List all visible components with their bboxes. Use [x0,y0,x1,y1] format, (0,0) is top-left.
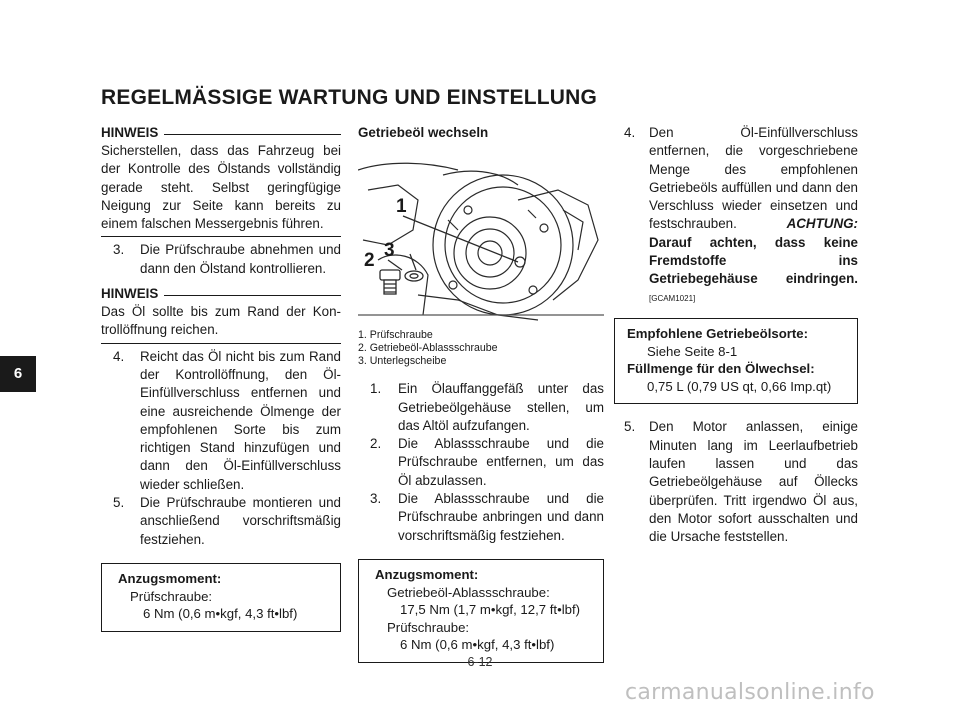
note-end-rule [101,236,341,237]
step-text: Den Motor anlassen, einige Minuten lang im Leerlaufbetrieb laufen lassen und das Getriebeölgehäuse auf Öllecks überprüfen. Tritt irgendwo Öl aus, den Motor sofort ausschalten und die Ursache feststellen. [649,419,858,545]
step-text-main: Den Öl-Einfüllverschluss entfernen, die vorgeschriebene Menge des empfohlenen Getriebeöls auffüllen und dann den Verschluss wieder einsetzen und festschrauben. [649,125,858,232]
note-heading [101,124,341,142]
page-number: 6-12 [467,655,493,669]
step-4 [101,348,341,494]
step-text [649,124,858,308]
figure-callout-2: 2 [364,250,375,272]
step-number: 1. [370,381,382,397]
step-3 [101,241,341,278]
legend-item: 3. Unterlegscheibe [358,355,447,368]
chapter-tab: 6 [0,356,36,392]
step-number: 4. [113,348,125,364]
step-5 [614,418,858,546]
step-5 [101,494,341,549]
step-number: 4. [624,125,636,140]
note-heading-label: HINWEIS [101,124,159,140]
column-left [101,124,341,632]
figure-callout-3: 3 [384,240,395,262]
legend-item: 2. Getriebeöl-Ablassschraube [358,342,498,355]
torque-item: Prüfschraube: [130,588,213,604]
section-title: Getriebeöl wechseln [358,125,489,140]
engine-figure [358,150,604,325]
step-text: Die Prüfschraube montieren und anschließend vorschriftsmäßig festziehen. [140,495,341,547]
note-text: Das Öl sollte bis zum Rand der Kontrollöffnung reichen. [101,304,341,338]
step-number: 5. [113,495,125,511]
torque-title: Anzugsmoment: [118,570,222,586]
caution-label: ACHTUNG: [786,216,858,232]
step-number: 5. [624,419,636,435]
oil-type-value: Siehe Seite 8-1 [647,343,738,359]
step-1 [358,380,604,435]
caution-code: [GCAM1021] [649,293,696,303]
figure-callout-1: 1 [396,196,407,218]
note-heading-rule [164,295,341,296]
step-2 [358,435,604,490]
caution-text: Darauf achten, dass keine Fremdstoffe ins Getriebegehäuse eindringen. [649,234,858,287]
step-number: 3. [370,491,382,507]
column-middle [358,124,604,663]
note-heading [101,285,341,303]
step-number: 3. [113,242,125,258]
oil-quantity-value: 0,75 L (0,79 US qt, 0,66 Imp.qt) [647,378,832,394]
watermark: carmanualsonline.info [625,680,875,705]
figure-legend [358,329,604,368]
step-text: Reicht das Öl nicht bis zum Rand der Kontrollöffnung, den Öl-Einfüllverschluss entfernen und eine ausreichende Ölmenge der empfohlenen Sorte bis zum richtigen Stand hinzufügen und dann den Öl-Einfüllverschluss wieder schließen. [140,348,341,492]
torque-item: Getriebeöl-Ablassschraube: [387,584,550,600]
step-4 [614,124,858,308]
oil-spec-box [614,318,858,404]
torque-value: 6 Nm (0,6 m•kgf, 4,3 ft•lbf) [143,606,298,622]
torque-value: 6 Nm (0,6 m•kgf, 4,3 ft•lbf) [400,637,555,653]
engine-illustration [358,150,604,325]
note-end-rule [101,343,341,344]
note-text: Sicherstellen, dass das Fahrzeug bei der Kontrolle des Ölstands vollständig gerade steht. Selbst geringfügige Neigung zur Seite kann bereits zu einem falschen Messergebnis führen. [101,143,341,232]
torque-title: Anzugsmoment: [375,566,479,582]
column-right [614,124,858,546]
torque-value: 17,5 Nm (1,7 m•kgf, 12,7 ft•lbf) [400,602,581,618]
oil-type-title: Empfohlene Getriebeölsorte: [627,325,808,341]
note-heading-label: HINWEIS [101,285,159,301]
step-text: Die Ablassschraube und die Prüfschraube anbringen und dann vorschriftsmäßig festziehen. [398,491,604,543]
step-number: 2. [370,436,382,452]
oil-quantity-title: Füllmenge für den Ölwechsel: [627,361,815,377]
step-text: Die Ablassschraube und die Prüfschraube entfernen, um das Öl abzulassen. [398,436,604,488]
torque-spec-box [101,563,341,632]
note-heading-rule [164,134,341,135]
step-text: Ein Ölauffanggefäß unter das Getriebeölgehäuse stellen, um das Altöl aufzufangen. [398,381,604,433]
legend-item: 1. Prüfschraube [358,329,433,342]
page-title: REGELMÄSSIGE WARTUNG UND EINSTELLUNG [101,86,598,109]
step-text: Die Prüfschraube abnehmen und dann den Ölstand kontrollieren. [140,242,341,276]
torque-item: Prüfschraube: [387,619,470,635]
torque-spec-box [358,559,604,663]
step-3 [358,490,604,545]
